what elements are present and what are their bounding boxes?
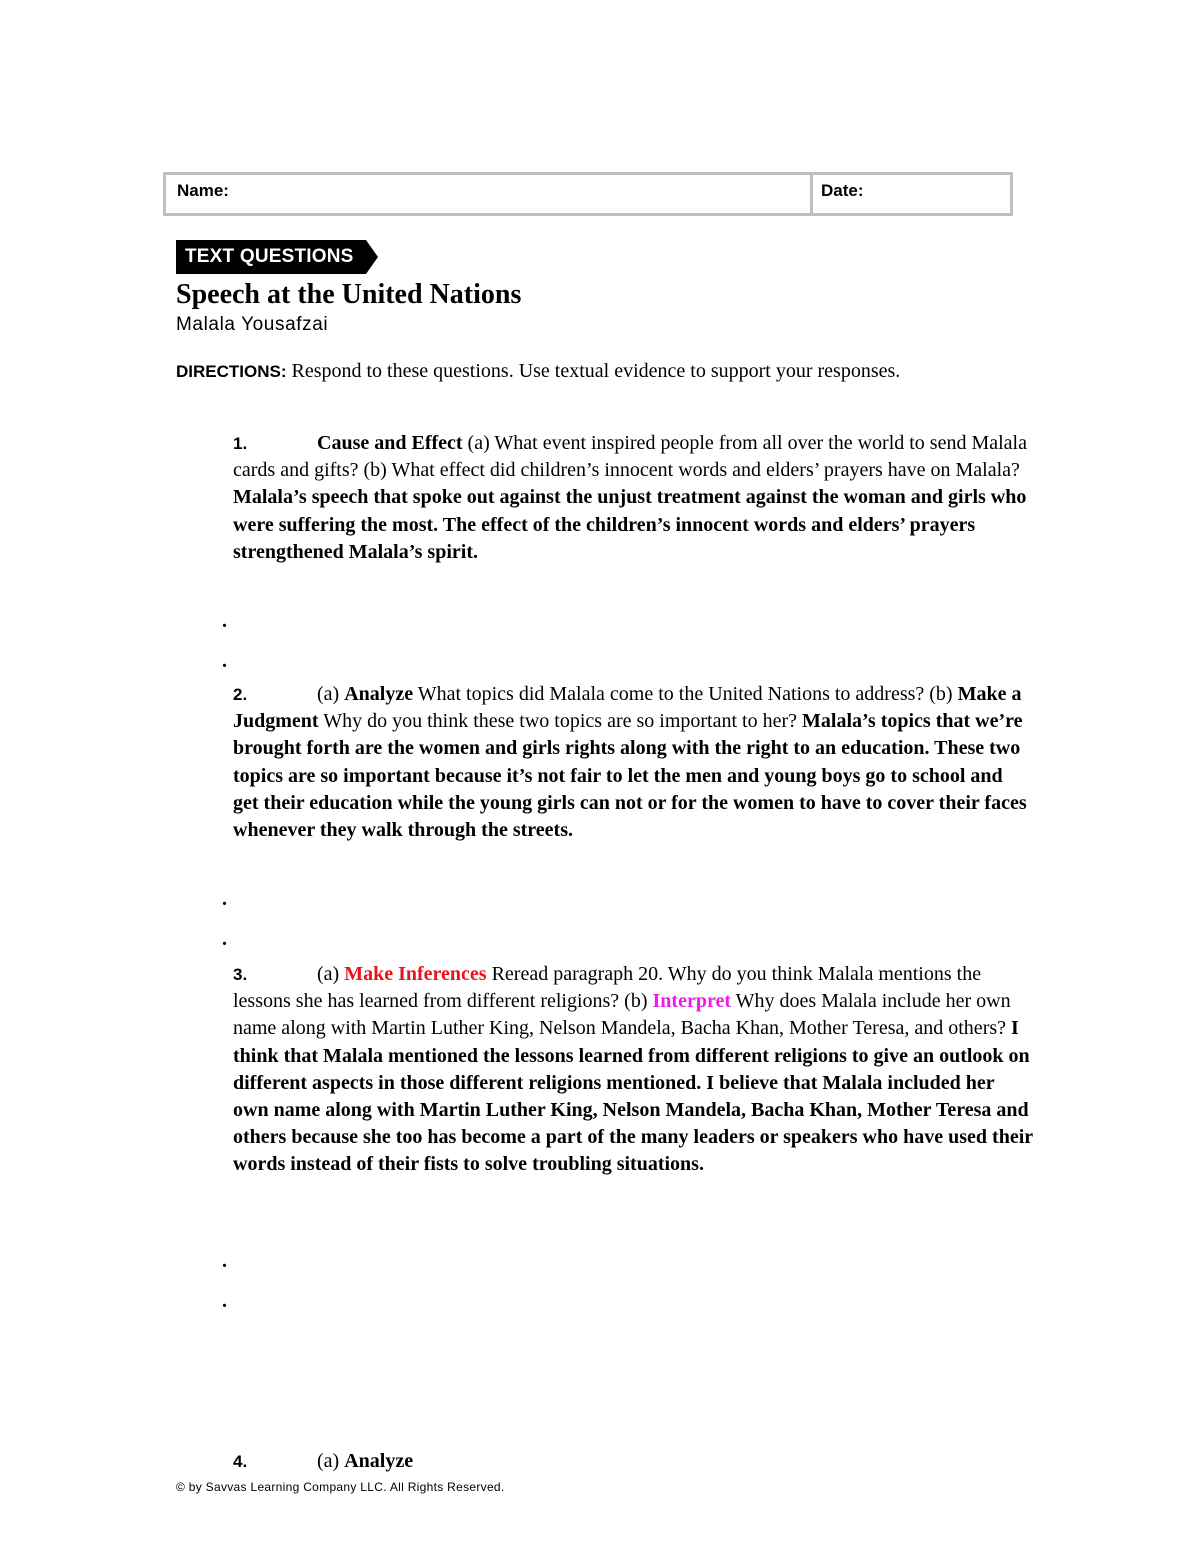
skill-label: Analyze xyxy=(344,683,414,705)
skill-label: Cause and Effect xyxy=(317,432,463,454)
question-number: 2. xyxy=(233,685,248,704)
author: Malala Yousafzai xyxy=(176,314,329,335)
tag-arrow-icon xyxy=(366,240,378,274)
directions xyxy=(176,357,966,386)
question-prompt: What topics did Malala come to the United Nations to address? (b) xyxy=(413,683,958,705)
date-label: Date: xyxy=(821,181,864,200)
skill-label: Analyze xyxy=(344,1450,414,1472)
directions-label: DIRECTIONS: xyxy=(176,362,287,381)
question-number: 3. xyxy=(233,965,248,984)
question-number: 4. xyxy=(233,1452,248,1471)
skill-label: Make a Judgment xyxy=(233,683,1022,733)
bullet: . xyxy=(222,1290,227,1312)
answer-text: Malala’s topics that we’re brought forth are the women and girls rights along with the right to an education. These two topics are so important because it’s not fair to let the men and young boys go to school and get their education while the young girls can not or for the women to have to cover their faces whenever they walk through the streets. xyxy=(233,710,1027,842)
part-a-label: (a) xyxy=(317,683,345,705)
question-4 xyxy=(233,1448,1033,1475)
part-a-label: (a) xyxy=(317,1450,345,1472)
skill-label: Make Inferences xyxy=(344,963,487,985)
question-3 xyxy=(233,961,1033,1179)
question-1 xyxy=(233,430,1033,566)
part-a-label: (a) xyxy=(317,963,345,985)
tag-label: TEXT QUESTIONS xyxy=(176,240,366,274)
bullet: . xyxy=(222,1250,227,1272)
answer-text: Malala’s speech that spoke out against the unjust treatment against the woman and girls who were suffering the most. The effect of the children’s innocent words and elders’ prayers strengthened Malala’s spirit. xyxy=(233,486,1027,563)
bullet: . xyxy=(222,888,227,910)
bullet: . xyxy=(222,610,227,632)
question-prompt: Reread paragraph 20. Why do you think Malala mentions the lessons she has learned from different religions? (b) xyxy=(233,963,982,1013)
question-prompt: Why does Malala include her own name along with Martin Luther King, Nelson Mandela, Bacha Khan, Mother Teresa, and others? xyxy=(233,990,1012,1040)
box-divider xyxy=(810,175,813,213)
name-date-box xyxy=(163,172,1013,216)
question-prompt: (a) What event inspired people from all over the world to send Malala cards and gifts? (b) What effect did children’s innocent words and elders’ prayers have on Malala? xyxy=(233,432,1027,482)
answer-text: I think that Malala mentioned the lessons learned from different religions to give an outlook on different aspects in those different religions mentioned. I believe that Malala included her own name along with Martin Luther King, Nelson Mandela, Bacha Khan, Mother Teresa and others because she too has become a part of the many leaders or speakers who have used their words instead of their fists to solve troubling situations. xyxy=(233,1017,1033,1176)
skill-label: Interpret xyxy=(652,990,732,1013)
name-label: Name: xyxy=(177,181,229,200)
bullet: . xyxy=(222,928,227,950)
page-title: Speech at the United Nations xyxy=(176,279,522,310)
copyright-footer: © by Savvas Learning Company LLC. All Rights Reserved. xyxy=(176,1480,505,1494)
question-number: 1. xyxy=(233,434,248,453)
directions-text: Respond to these questions. Use textual evidence to support your responses. xyxy=(286,360,901,382)
bullet: . xyxy=(222,650,227,672)
question-2 xyxy=(233,681,1033,844)
question-prompt: Why do you think these two topics are so important to her? xyxy=(318,710,803,733)
text-questions-tag xyxy=(176,240,378,274)
